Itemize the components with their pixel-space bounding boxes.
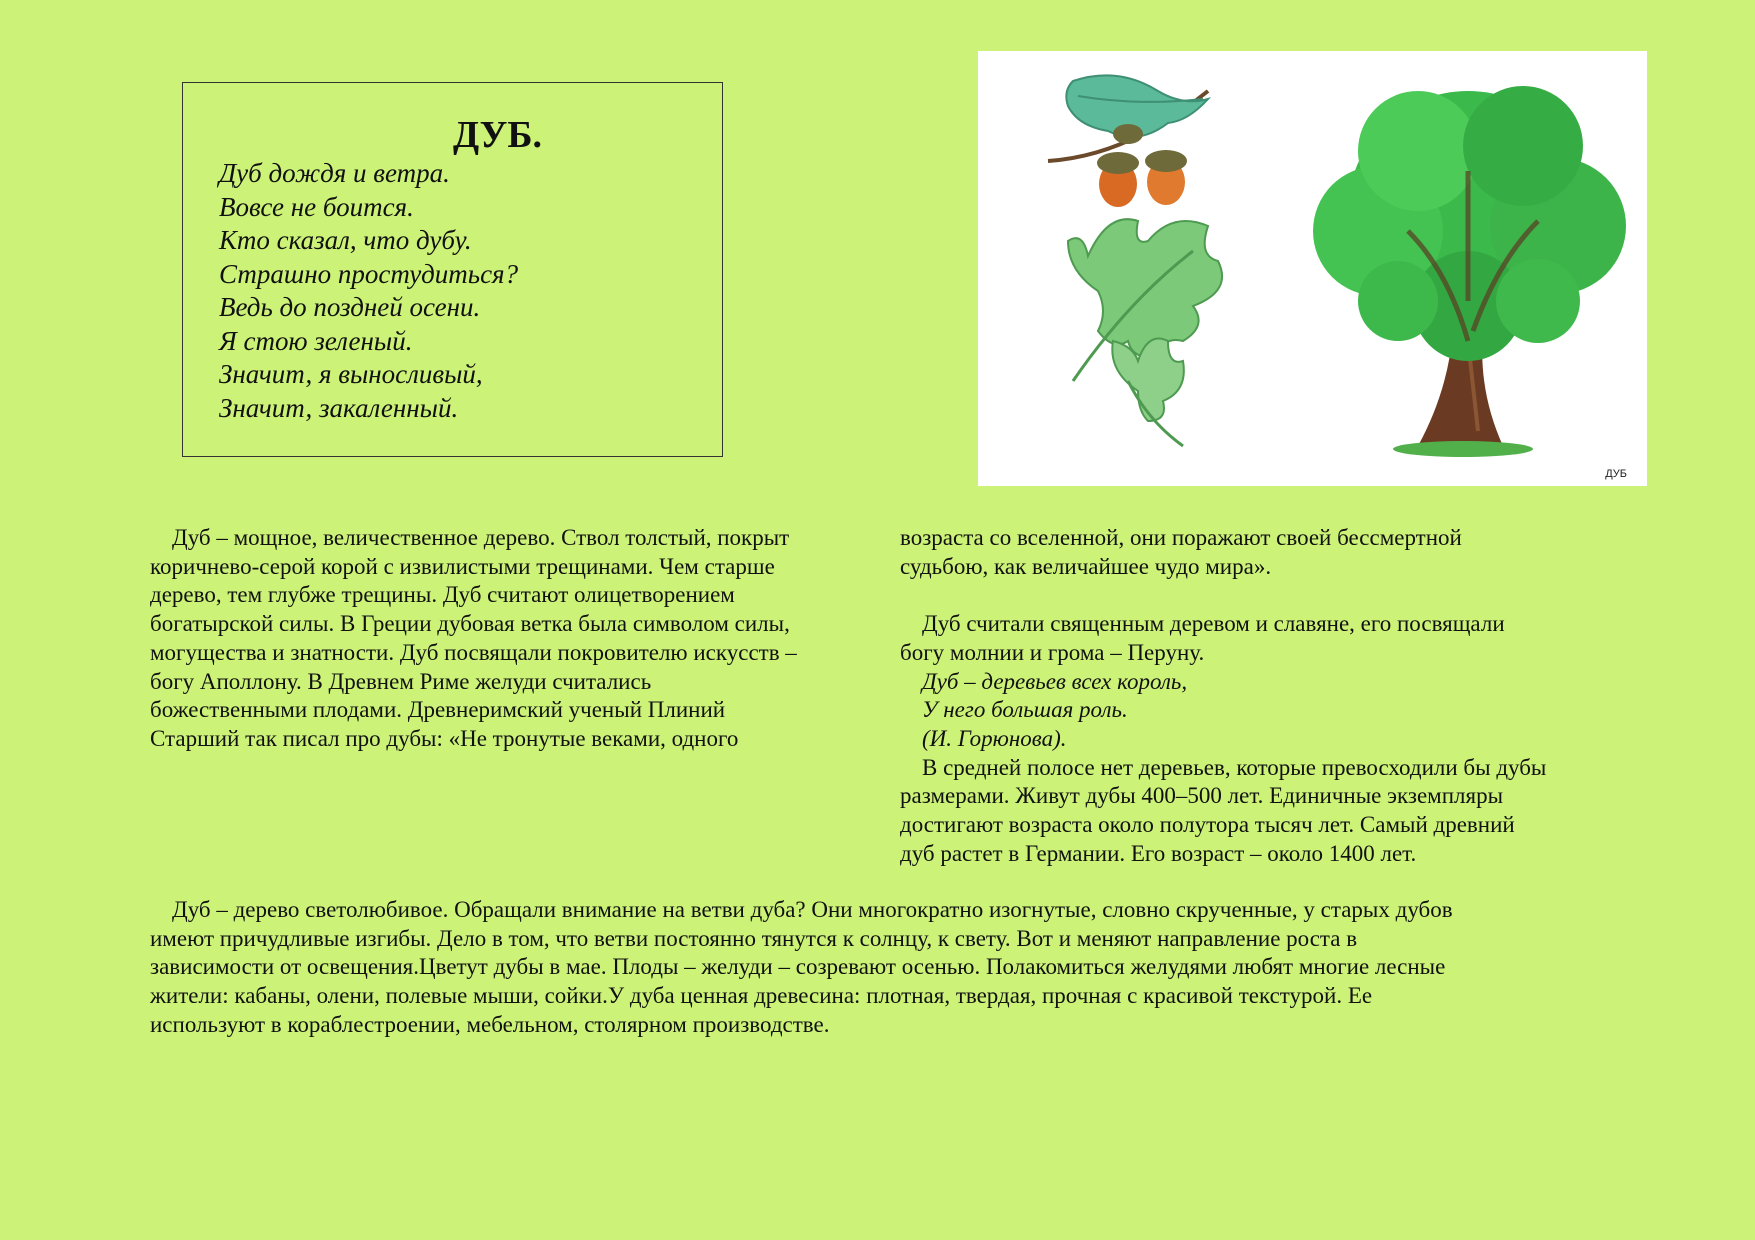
poem-title: ДУБ. xyxy=(452,114,543,156)
text-line: используют в кораблестроении, мебельном, столярном производстве. xyxy=(150,1011,830,1037)
poem-line: Вовсе не боится. xyxy=(219,191,414,222)
bottom-paragraph xyxy=(150,896,1620,1040)
text-line: богу Аполлону. В Древнем Риме желуди считались xyxy=(150,668,652,694)
oak-leaf xyxy=(1068,219,1222,446)
poem-line: Кто сказал, что дубу. xyxy=(219,225,472,255)
acorn-branch xyxy=(1048,75,1208,207)
text-line: коричнево-серой корой с извилистыми трещинами. Чем старше xyxy=(150,553,775,579)
poem-lines xyxy=(219,157,518,425)
text-line: размерами. Живут дубы 400–500 лет. Единичные экземпляры xyxy=(900,783,1504,809)
poem-line: Страшно простудиться? xyxy=(219,258,519,289)
poem-line: Значит, я выносливый, xyxy=(219,359,483,389)
left-column-text xyxy=(150,524,870,754)
paragraph-gap xyxy=(900,581,1620,610)
text-line: зависимости от освещения.Цветут дубы в мае. Плоды – желуди – созревают осенью. Полакомиться желудями любят многие лесные xyxy=(150,954,1446,980)
text-line: возраста со вселенной, они поражают своей бессмертной xyxy=(900,525,1462,550)
poem-line: Дуб дождя и ветра. xyxy=(219,158,450,188)
poem-line: Ведь до поздней осени. xyxy=(219,292,481,322)
oak-illustration xyxy=(978,51,1647,486)
text-line: Дуб считали священным деревом и славяне, его посвящали xyxy=(922,611,1505,637)
text-line: имеют причудливые изгибы. Дело в том, что ветви постоянно тянутся к солнцу, к свету. Вот и меняют направление роста в xyxy=(150,925,1358,951)
illustration-caption: ДУБ xyxy=(1605,468,1627,480)
text-line: судьбою, как величайшее чудо мира». xyxy=(900,553,1272,579)
poem-line: Я стою зеленый. xyxy=(219,325,413,356)
text-line: дерево, тем глубже трещины. Дуб считают олицетворением xyxy=(150,582,735,608)
text-line: божественными плодами. Древнеримский ученый Плиний xyxy=(150,697,726,723)
text-line: достигают возраста около полутора тысяч лет. Самый древний xyxy=(900,812,1515,838)
text-line: Старший так писал про дубы: «Не тронутые веками, одного xyxy=(150,725,739,751)
text-line: Дуб – мощное, величественное дерево. Ствол толстый, покрыт xyxy=(172,525,790,550)
poem-box xyxy=(182,82,723,457)
quote-line: У него большая роль. xyxy=(922,697,1128,723)
oak-illustration-drawing xyxy=(978,51,1647,486)
text-line: богу молнии и грома – Перуну. xyxy=(900,639,1205,665)
poem-line: Значит, закаленный. xyxy=(219,392,459,423)
quote-author: (И. Горюнова). xyxy=(922,725,1067,751)
quote-line: Дуб – деревьев всех король, xyxy=(922,668,1188,694)
right-column-text xyxy=(900,524,1620,868)
text-line: Дуб – дерево светолюбивое. Обращали внимание на ветви дуба? Они многократно изогнутые, словно скрученные, у старых дубов xyxy=(172,897,1453,922)
text-line: жители: кабаны, олени, полевые мыши, сойки.У дуба ценная древесина: плотная, твердая, прочная с красивой текстурой. Ее xyxy=(150,983,1373,1009)
oak-tree xyxy=(1313,86,1626,457)
text-line: богатырской силы. В Греции дубовая ветка была символом силы, xyxy=(150,611,790,637)
text-line: дуб растет в Германии. Его возраст – около 1400 лет. xyxy=(900,840,1417,866)
text-line: В средней полосе нет деревьев, которые превосходили бы дубы xyxy=(922,754,1547,780)
text-line: могущества и знатности. Дуб посвящали покровителю искусств – xyxy=(150,639,797,665)
